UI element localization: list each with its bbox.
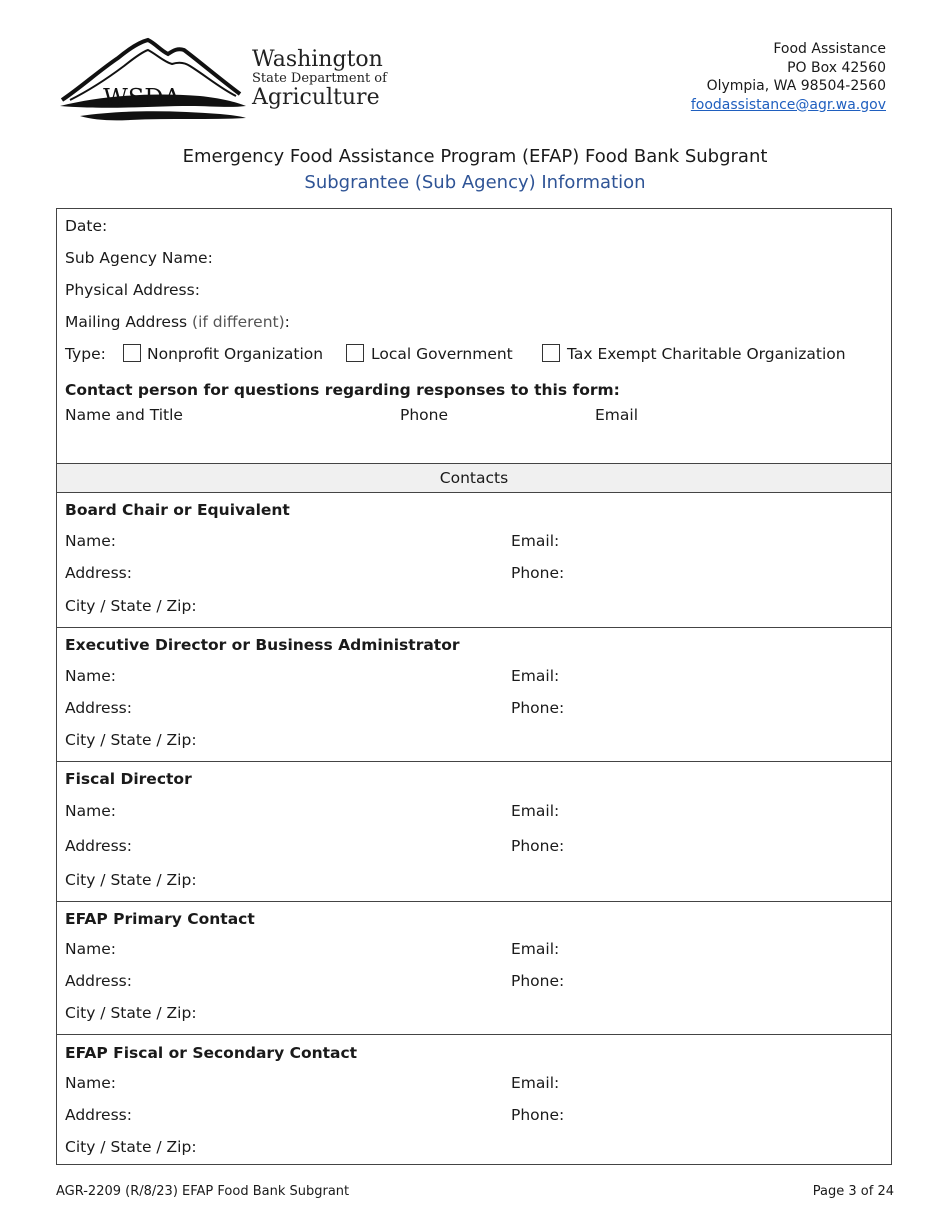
local-government-option-label: Local Government [371, 345, 513, 363]
phone-label: Phone: [511, 972, 565, 990]
contact-email-link[interactable]: foodassistance@agr.wa.gov [690, 96, 886, 113]
contact-line: Olympia, WA 98504-2560 [706, 78, 886, 94]
name-label: Name: [65, 667, 116, 685]
section-heading-efap-fiscal-secondary: EFAP Fiscal or Secondary Contact [65, 1044, 358, 1062]
city-state-zip-label: City / State / Zip: [65, 871, 197, 889]
agency-contact-block [691, 40, 886, 114]
agency-line-2: State Department of [252, 71, 387, 86]
physical-address-label: Physical Address: [65, 281, 200, 299]
name-label: Name: [65, 802, 116, 820]
phone-label: Phone: [511, 837, 565, 855]
contact-line: PO Box 42560 [787, 59, 886, 76]
mailing-address-text: Mailing Address [65, 313, 188, 331]
subgrantee-form [56, 208, 892, 1165]
section-heading-fiscal-director: Fiscal Director [65, 770, 192, 788]
mailing-address-colon: : [284, 313, 290, 331]
agency-line-1: Washington [252, 47, 383, 72]
email-label: Email: [511, 667, 560, 685]
section-divider [57, 1034, 891, 1035]
city-state-zip-label: City / State / Zip: [65, 597, 197, 615]
city-state-zip-label: City / State / Zip: [65, 1138, 197, 1156]
section-heading-board-chair: Board Chair or Equivalent [65, 501, 290, 519]
address-label: Address: [65, 564, 132, 582]
phone-label: Phone: [511, 564, 565, 582]
address-label: Address: [65, 837, 132, 855]
page-subtitle: Subgrantee (Sub Agency) Information [304, 172, 646, 193]
section-divider [57, 761, 891, 762]
agency-name [252, 48, 387, 110]
contact-name-title-column: Name and Title [65, 406, 183, 424]
footer-page-number: Page 3 of 24 [812, 1184, 894, 1199]
agency-line-3: Agriculture [252, 85, 380, 110]
section-divider [57, 627, 891, 628]
name-label: Name: [65, 532, 116, 550]
type-label: Type: [65, 345, 106, 363]
address-label: Address: [65, 972, 132, 990]
nonprofit-option-label: Nonprofit Organization [147, 345, 324, 363]
date-label: Date: [65, 217, 108, 235]
mailing-address-note: (if different) [192, 313, 285, 331]
page-title: Emergency Food Assistance Program (EFAP) Food Bank Subgrant [182, 146, 768, 167]
section-heading-executive-director: Executive Director or Business Administrator [65, 636, 460, 654]
phone-label: Phone: [511, 699, 565, 717]
tax-exempt-checkbox[interactable] [542, 344, 560, 362]
local-government-checkbox[interactable] [346, 344, 364, 362]
name-label: Name: [65, 940, 116, 958]
section-heading-efap-primary: EFAP Primary Contact [65, 910, 255, 928]
email-label: Email: [511, 1074, 560, 1092]
email-label: Email: [511, 940, 560, 958]
sub-agency-name-label: Sub Agency Name: [65, 249, 213, 267]
address-label: Address: [65, 1106, 132, 1124]
wsda-logo-text: WSDA [103, 84, 181, 112]
address-label: Address: [65, 699, 132, 717]
phone-label: Phone: [511, 1106, 565, 1124]
footer-form-id: AGR-2209 (R/8/23) EFAP Food Bank Subgrant [56, 1184, 350, 1199]
city-state-zip-label: City / State / Zip: [65, 731, 197, 749]
mailing-address-label [65, 313, 290, 331]
section-divider [57, 901, 891, 902]
contacts-section-header: Contacts [57, 463, 891, 493]
tax-exempt-option-label: Tax Exempt Charitable Organization [567, 345, 846, 363]
email-label: Email: [511, 532, 560, 550]
contact-person-heading: Contact person for questions regarding responses to this form: [65, 381, 620, 399]
contact-line: Food Assistance [773, 41, 886, 57]
name-label: Name: [65, 1074, 116, 1092]
contact-phone-column: Phone [400, 406, 449, 424]
contact-email-column: Email [595, 406, 639, 424]
nonprofit-checkbox[interactable] [123, 344, 141, 362]
city-state-zip-label: City / State / Zip: [65, 1004, 197, 1022]
email-label: Email: [511, 802, 560, 820]
